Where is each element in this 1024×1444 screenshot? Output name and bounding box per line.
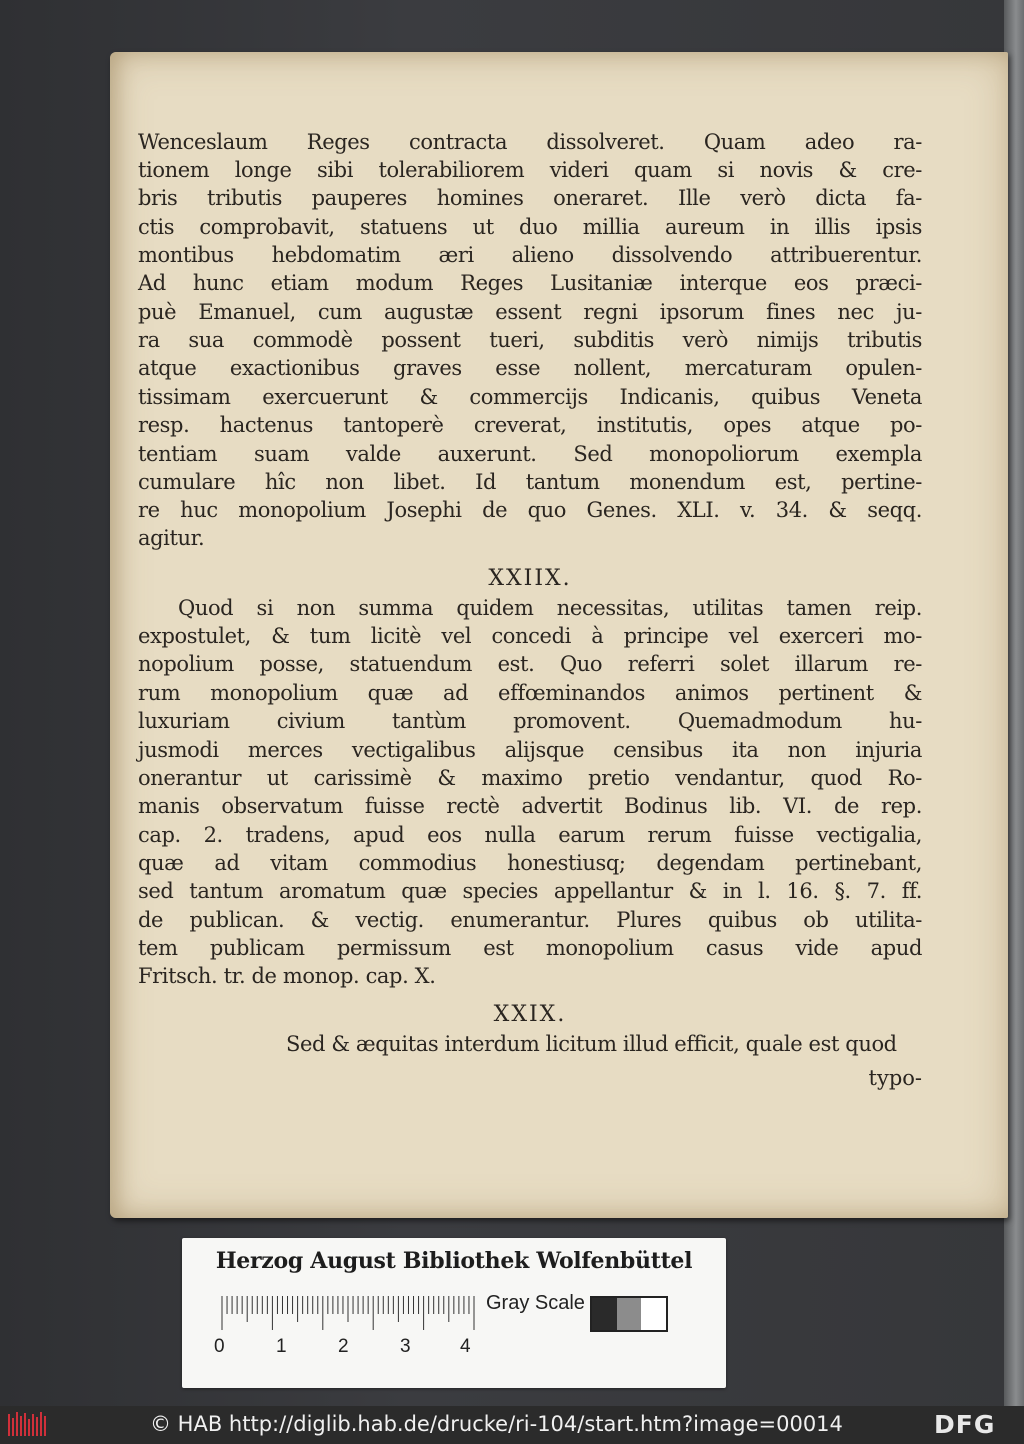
text-line: onerantur ut carissimè & maximo pretio vendantur, quod Ro- [138, 766, 922, 790]
text-line: cumulare hîc non libet. Id tantum monendum est, pertine- [138, 470, 922, 494]
text-line: ra sua commodè possent tueri, subditis verò nimijs tributis [138, 328, 922, 352]
text-line: tissimam exercuerunt & commercijs Indicanis, quibus Veneta [138, 385, 922, 409]
text-line: tentiam suam valde auxerunt. Sed monopoliorum exempla [138, 442, 922, 466]
text-line: de publican. & vectig. enumerantur. Plures quibus ob utilita- [138, 908, 922, 932]
ruler-number: 4 [460, 1336, 471, 1357]
hab-barcode-logo-icon [6, 1410, 50, 1440]
text-line: montibus hebdomatim æri alieno dissolvendo attribuerentur. [138, 243, 922, 267]
dfg-logo: DFG [934, 1410, 996, 1439]
text-line: quæ ad vitam commodius honestiusq; degendam pertinebant, [138, 851, 922, 875]
library-label-card [182, 1238, 726, 1388]
section-heading: XXIX. [493, 1002, 567, 1027]
library-name: Herzog August Bibliothek Wolfenbüttel [215, 1248, 693, 1274]
text-line: manis observatum fuisse rectè advertit Bodinus lib. VI. de rep. [138, 794, 922, 818]
text-line: Sed & æquitas interdum licitum illud efficit, quale est quod [286, 1032, 897, 1056]
text-line: Ad hunc etiam modum Reges Lusitaniæ interque eos præci- [138, 271, 922, 295]
text-line: rum monopolium quæ ad effœminandos animos pertinent & [138, 681, 922, 705]
gray-scale-label: Gray Scale [486, 1292, 585, 1314]
gray-patch-dark [592, 1298, 617, 1330]
text-line: ctis comprobavit, statuens ut duo millia aureum in illis ipsis [138, 215, 922, 239]
text-line: nopolium posse, statuendum est. Quo referri solet illarum re- [138, 652, 922, 676]
gray-patch-mid [617, 1298, 642, 1330]
text-line: tem publicam permissum est monopolium casus vide apud [138, 936, 922, 960]
text-line: sed tantum aromatum quæ species appellantur & in l. 16. §. 7. ff. [138, 879, 922, 903]
text-line: puè Emanuel, cum augustæ essent regni ipsorum fines nec ju- [138, 300, 922, 324]
section-heading: XXIIX. [488, 566, 572, 591]
gray-scale-patches [590, 1296, 668, 1332]
ruler-number: 0 [214, 1336, 225, 1357]
text-line: Quod si non summa quidem necessitas, utilitas tamen reip. [178, 596, 922, 620]
text-line: Fritsch. tr. de monop. cap. X. [138, 964, 436, 988]
text-line: re huc monopolium Josephi de quo Genes. XLI. v. 34. & seqq. [138, 498, 922, 522]
text-line: atque exactionibus graves esse nollent, mercaturam opulen- [138, 356, 922, 380]
text-line: agitur. [138, 526, 205, 550]
ruler-number: 1 [276, 1336, 287, 1357]
footer-copyright-link[interactable]: © HAB http://diglib.hab.de/drucke/ri-104/start.htm?image=00014 [150, 1412, 843, 1436]
ruler-scale [218, 1294, 478, 1332]
text-line: tionem longe sibi tolerabiliorem videri quam si novis & cre- [138, 158, 922, 182]
catchword: typo- [868, 1066, 922, 1090]
gray-patch-light [641, 1298, 666, 1330]
ruler-number: 3 [400, 1336, 411, 1357]
text-line: jusmodi merces vectigalibus alijsque censibus ita non injuria [138, 738, 922, 762]
text-line: bris tributis pauperes homines oneraret. Ille verò dicta fa- [138, 186, 922, 210]
footer-bar [0, 1406, 1024, 1444]
text-line: expostulet, & tum licitè vel concedi à principe vel exerceri mo- [138, 624, 922, 648]
text-line: cap. 2. tradens, apud eos nulla earum rerum fuisse vectigalia, [138, 823, 922, 847]
ruler-number: 2 [338, 1336, 349, 1357]
text-line: resp. hactenus tantoperè creverat, institutis, opes atque po- [138, 413, 922, 437]
text-line: Wenceslaum Reges contracta dissolveret. Quam adeo ra- [138, 130, 922, 154]
text-line: luxuriam civium tantùm promovent. Quemadmodum hu- [138, 709, 922, 733]
